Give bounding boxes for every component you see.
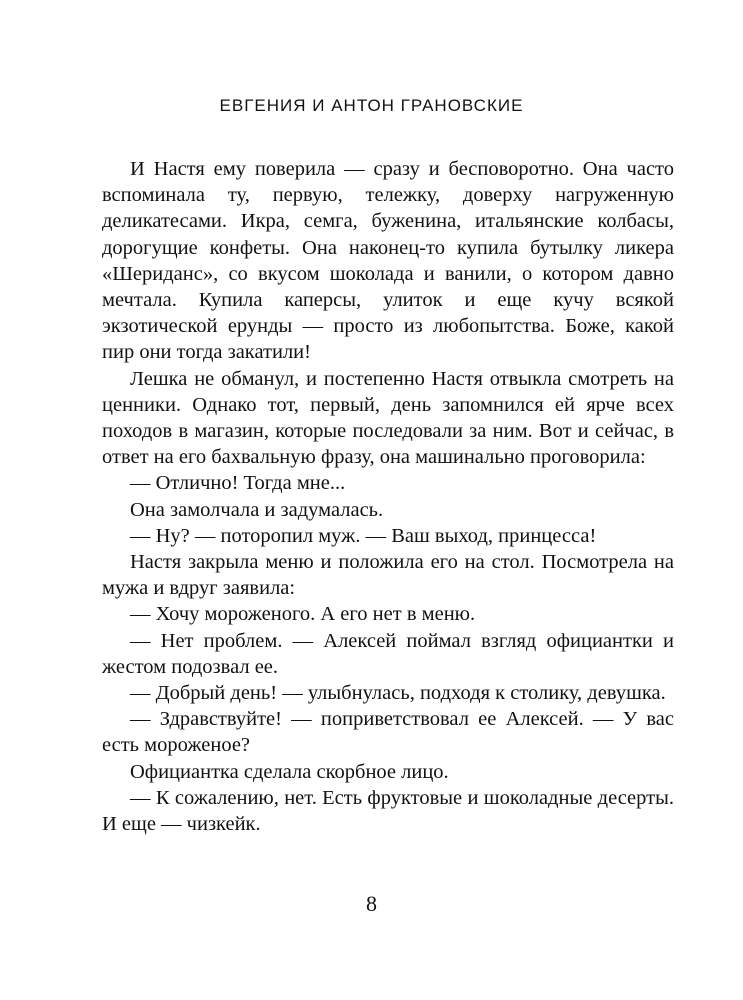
paragraph: — Ну? — поторопил муж. — Ваш выход, принцесса!	[130, 524, 597, 547]
paragraph: Настя закрыла меню и положила его на стол. Посмотрела на мужа и вдруг заявила:	[102, 551, 674, 600]
paragraph: — Хочу мороженого. А его нет в меню.	[130, 603, 476, 626]
page-number: 8	[366, 891, 377, 916]
paragraph: Она замолчала и задумалась.	[130, 498, 384, 521]
paragraph: — Здравствуйте! — поприветствовал ее Алексей. — У вас есть мороженое?	[102, 708, 674, 757]
body-text	[102, 156, 674, 837]
paragraph: Лешка не обманул, и постепенно Настя отвыкла смотреть на ценники. Однако тот, первый, день запомнился ей ярче всех походов в магазин, которые последовали за ним. Вот и сейчас, в ответ на его бахвальную фразу, она машинально проговорила:	[102, 367, 674, 469]
paragraph: — К сожалению, нет. Есть фруктовые и шоколадные десерты. И еще — чизкейк.	[102, 786, 674, 836]
paragraph: — Добрый день! — улыбнулась, подходя к столику, девушка.	[130, 682, 666, 705]
paragraph: — Отлично! Тогда мне...	[130, 472, 346, 495]
paragraph: — Нет проблем. — Алексей поймал взгляд официантки и жестом подозвал ее.	[102, 629, 674, 678]
paragraph: И Настя ему поверила — сразу и бесповоротно. Она часто вспоминала ту, первую, тележку, доверху нагруженную деликатесами. Икра, семга, буженина, итальянские колбасы, дорогущие конфеты. Она наконец-то купила бутылку ликера «Шериданс», со вкусом шоколада и ванили, о котором давно мечтала. Купила каперсы, улиток и еще кучу всякой экзотической ерунды — просто из любопытства. Боже, какой пир они тогда закатили!	[102, 158, 674, 364]
paragraph: Официантка сделала скорбное лицо.	[130, 760, 449, 783]
running-header: ЕВГЕНИЯ И АНТОН ГРАНОВСКИЕ	[219, 96, 524, 115]
